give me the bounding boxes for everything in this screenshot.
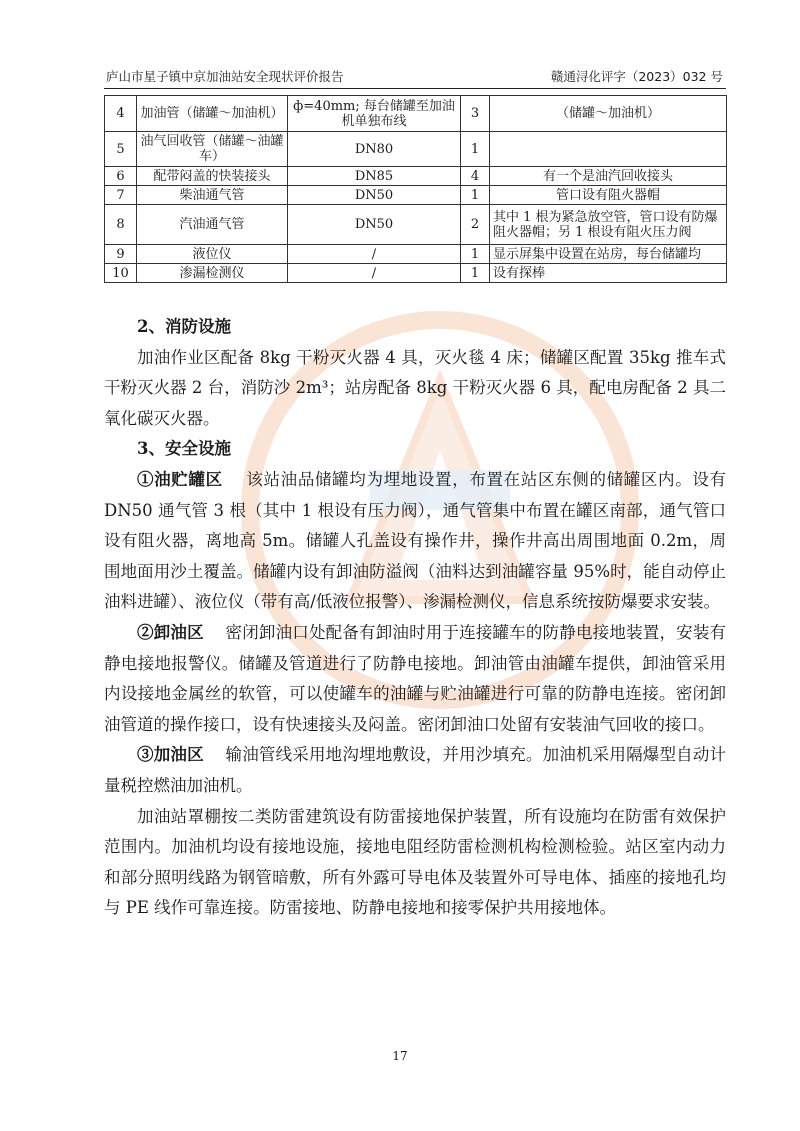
item-note: 管口设有阻火器帽 — [490, 186, 727, 205]
item-spec: / — [288, 264, 461, 283]
table-row — [105, 96, 727, 132]
subsection-title: ①油贮罐区 — [137, 469, 223, 489]
item-note: 设有探棒 — [490, 264, 727, 283]
item-qty: 2 — [461, 205, 490, 245]
item-qty: 3 — [461, 96, 490, 132]
table-row — [105, 205, 727, 245]
item-note: 显示屏集中设置在站房，每台储罐均 — [490, 245, 727, 264]
item-spec: DN50 — [288, 186, 461, 205]
item-qty: 1 — [461, 132, 490, 167]
table-row — [105, 264, 727, 283]
subsection-title: ②卸油区 — [137, 622, 204, 642]
table-row — [105, 245, 727, 264]
item-spec: / — [288, 245, 461, 264]
item-qty: 1 — [461, 186, 490, 205]
item-note: 其中 1 根为紧急放空管，管口设有防爆阻火器帽；另 1 根设有阻火压力阀 — [490, 205, 727, 245]
page-number: 17 — [392, 1049, 408, 1063]
row-number: 8 — [105, 205, 137, 245]
subsection-text: 密闭卸油口处配备有卸油时用于连接罐车的防静电接地装置，安装有静电接地报警仪。储罐及管道进行了防静电接地。卸油管由油罐车提供，卸油管采用内设接地金属丝的软管，可以使罐车的油罐与贮油罐进行可靠的防静电连接。密闭卸油管道的操作接口，设有快速接头及闷盖。密闭卸油口处留有安装油气回收的接口。 — [104, 622, 727, 734]
section-heading: 3、安全设施 — [137, 439, 231, 459]
item-name: 渗漏检测仪 — [137, 264, 288, 283]
item-qty: 1 — [461, 245, 490, 264]
row-number: 6 — [105, 167, 137, 186]
item-spec: ф=40mm; 每台储罐至加油机单独布线 — [288, 96, 461, 132]
header-divider — [104, 88, 726, 89]
table-row — [105, 167, 727, 186]
report-title: 庐山市星子镇中京加油站安全现状评价报告 — [106, 69, 344, 84]
row-number: 9 — [105, 245, 137, 264]
section-heading: 2、消防设施 — [137, 317, 231, 336]
paragraph: 加油作业区配备 8kg 干粉灭火器 4 具，灭火毯 4 床；储罐区配置 35kg 推车式干粉灭火器 2 台，消防沙 2m³；站房配备 8kg 干粉灭火器 6 具，配电房配备 2 具二氧化碳灭火器。 — [104, 347, 726, 428]
item-spec: DN85 — [288, 167, 461, 186]
paragraph — [104, 618, 726, 740]
row-number: 4 — [105, 96, 137, 132]
table-row — [105, 132, 727, 167]
report-number: 赣通浔化评字（2023）032 号 — [550, 69, 723, 84]
item-qty: 4 — [461, 167, 490, 186]
subsection-title: ③加油区 — [137, 745, 204, 765]
item-name: 汽油通气管 — [137, 205, 288, 245]
item-spec: DN50 — [288, 205, 461, 245]
item-name: 柴油通气管 — [137, 186, 288, 205]
item-name: 加油管（储罐～加油机） — [137, 96, 288, 132]
item-name: 油气回收管（储罐～油罐车） — [137, 132, 288, 167]
row-number: 10 — [105, 264, 137, 283]
row-number: 7 — [105, 186, 137, 205]
item-name: 配带闷盖的快装接头 — [137, 167, 288, 186]
item-note: 有一个是油汽回收接头 — [490, 167, 727, 186]
item-note — [490, 132, 727, 167]
row-number: 5 — [105, 132, 137, 167]
page-header — [106, 67, 723, 85]
item-note: （储罐～加油机） — [490, 96, 727, 132]
item-spec: DN80 — [288, 132, 461, 167]
section-fire-facilities — [104, 312, 726, 924]
item-qty: 1 — [461, 264, 490, 283]
equipment-table — [104, 95, 727, 283]
subsection-text: 输油管线采用地沟埋地敷设，并用沙填充。加油机采用隔爆型自动计量税控燃油加油机。 — [104, 745, 727, 795]
paragraph: 加油站罩棚按二类防雷建筑设有防雷接地保护装置，所有设施均在防雷有效保护范围内。加油机均设有接地设施，接地电阻经防雷检测机构检测检验。站区室内动力和部分照明线路为钢管暗敷，所有外露可导电体及装置外可导电体、插座的接地孔均与 PE 线作可靠连接。防雷接地、防静电接地和接零保护共用接地体。 — [104, 806, 726, 918]
paragraph — [104, 465, 726, 618]
paragraph — [104, 740, 726, 801]
item-name: 液位仪 — [137, 245, 288, 264]
subsection-text: 该站油品储罐均为埋地设置，布置在站区东侧的储罐区内。设有 DN50 通气管 3 根（其中 1 根设有压力阀），通气管集中布置在罐区南部，通气管口设有阻火器，离地高 5m。储罐人孔盖设有操作井，操作井高出周围地面 0.2m，周围地面用沙土覆盖。储罐内设有卸油防溢阀（油料达到油罐容量 95%时，能自动停止油料进罐）、液位仪（带有高/低液位报警）、渗漏检测仪，信息系统按防爆要求安装。 — [104, 469, 727, 612]
table-row — [105, 186, 727, 205]
